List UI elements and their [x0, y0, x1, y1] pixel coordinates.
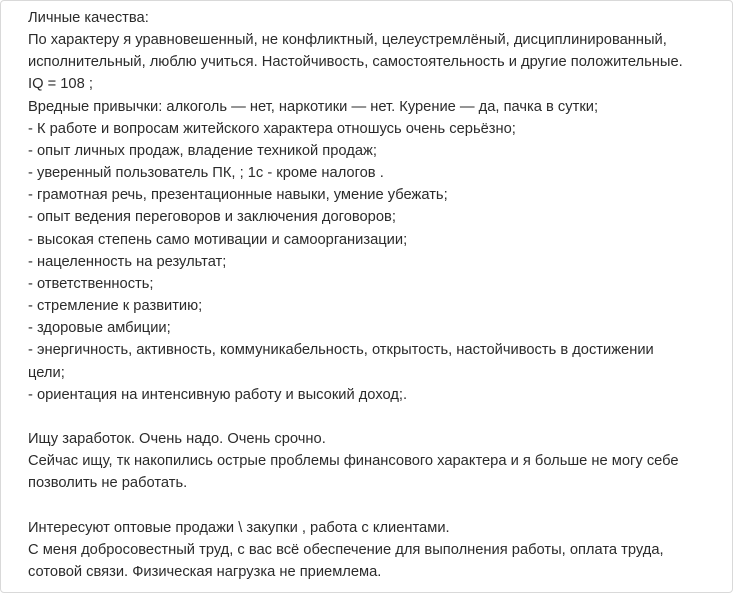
search-line-3: позволить не работать.	[28, 475, 188, 492]
character-line-2: исполнительный, люблю учиться. Настойчивость, самостоятельность и другие положительные.	[28, 54, 683, 71]
character-line-1: По характеру я уравновешенный, не конфликтный, целеустремлёный, дисциплинированный,	[28, 32, 667, 49]
iq-line: IQ = 108 ;	[28, 76, 93, 93]
interests-line-1: Интересуют оптовые продажи \ закупки , работа с клиентами.	[28, 519, 450, 536]
skill-item: - грамотная речь, презентационные навыки, умение убежать;	[28, 187, 448, 204]
search-line-1: Ищу заработок. Очень надо. Очень срочно.	[28, 430, 326, 447]
skill-item: - нацеленность на результат;	[28, 253, 227, 270]
paragraph-gap	[28, 406, 718, 428]
skill-item: - здоровые амбиции;	[28, 320, 171, 337]
skill-item: - высокая степень само мотивации и самоорганизации;	[28, 231, 408, 248]
personal-heading: Личные качества:	[28, 10, 149, 26]
skill-item: - ориентация на интенсивную работу и высокий доход;.	[28, 386, 408, 403]
resume-text	[28, 7, 718, 583]
skill-item: - опыт ведения переговоров и заключения договоров;	[28, 209, 396, 226]
skill-item-continuation: цели;	[28, 364, 65, 381]
interests-line-2: С меня добросовестный труд, с вас всё обеспечение для выполнения работы, оплата труда,	[28, 541, 664, 558]
interests-line-3: сотовой связи. Физическая нагрузка не приемлема.	[28, 563, 382, 580]
paragraph-gap	[28, 494, 718, 516]
skill-item: - уверенный пользователь ПК, ; 1с - кроме налогов .	[28, 165, 384, 182]
skill-item: - ответственность;	[28, 275, 154, 292]
skill-item: - энергичность, активность, коммуникабельность, открытость, настойчивость в достижении	[28, 342, 654, 359]
skill-item: - стремление к развитию;	[28, 298, 203, 315]
skill-item: - К работе и вопросам житейского характера отношусь очень серьёзно;	[28, 120, 516, 137]
search-line-2: Сейчас ищу, тк накопились острые проблемы финансового характера и я больше не могу себе	[28, 453, 679, 470]
skill-item: - опыт личных продаж, владение техникой продаж;	[28, 142, 377, 159]
habits-line: Вредные привычки: алкоголь — нет, наркотики — нет. Курение — да, пачка в сутки;	[28, 98, 599, 115]
